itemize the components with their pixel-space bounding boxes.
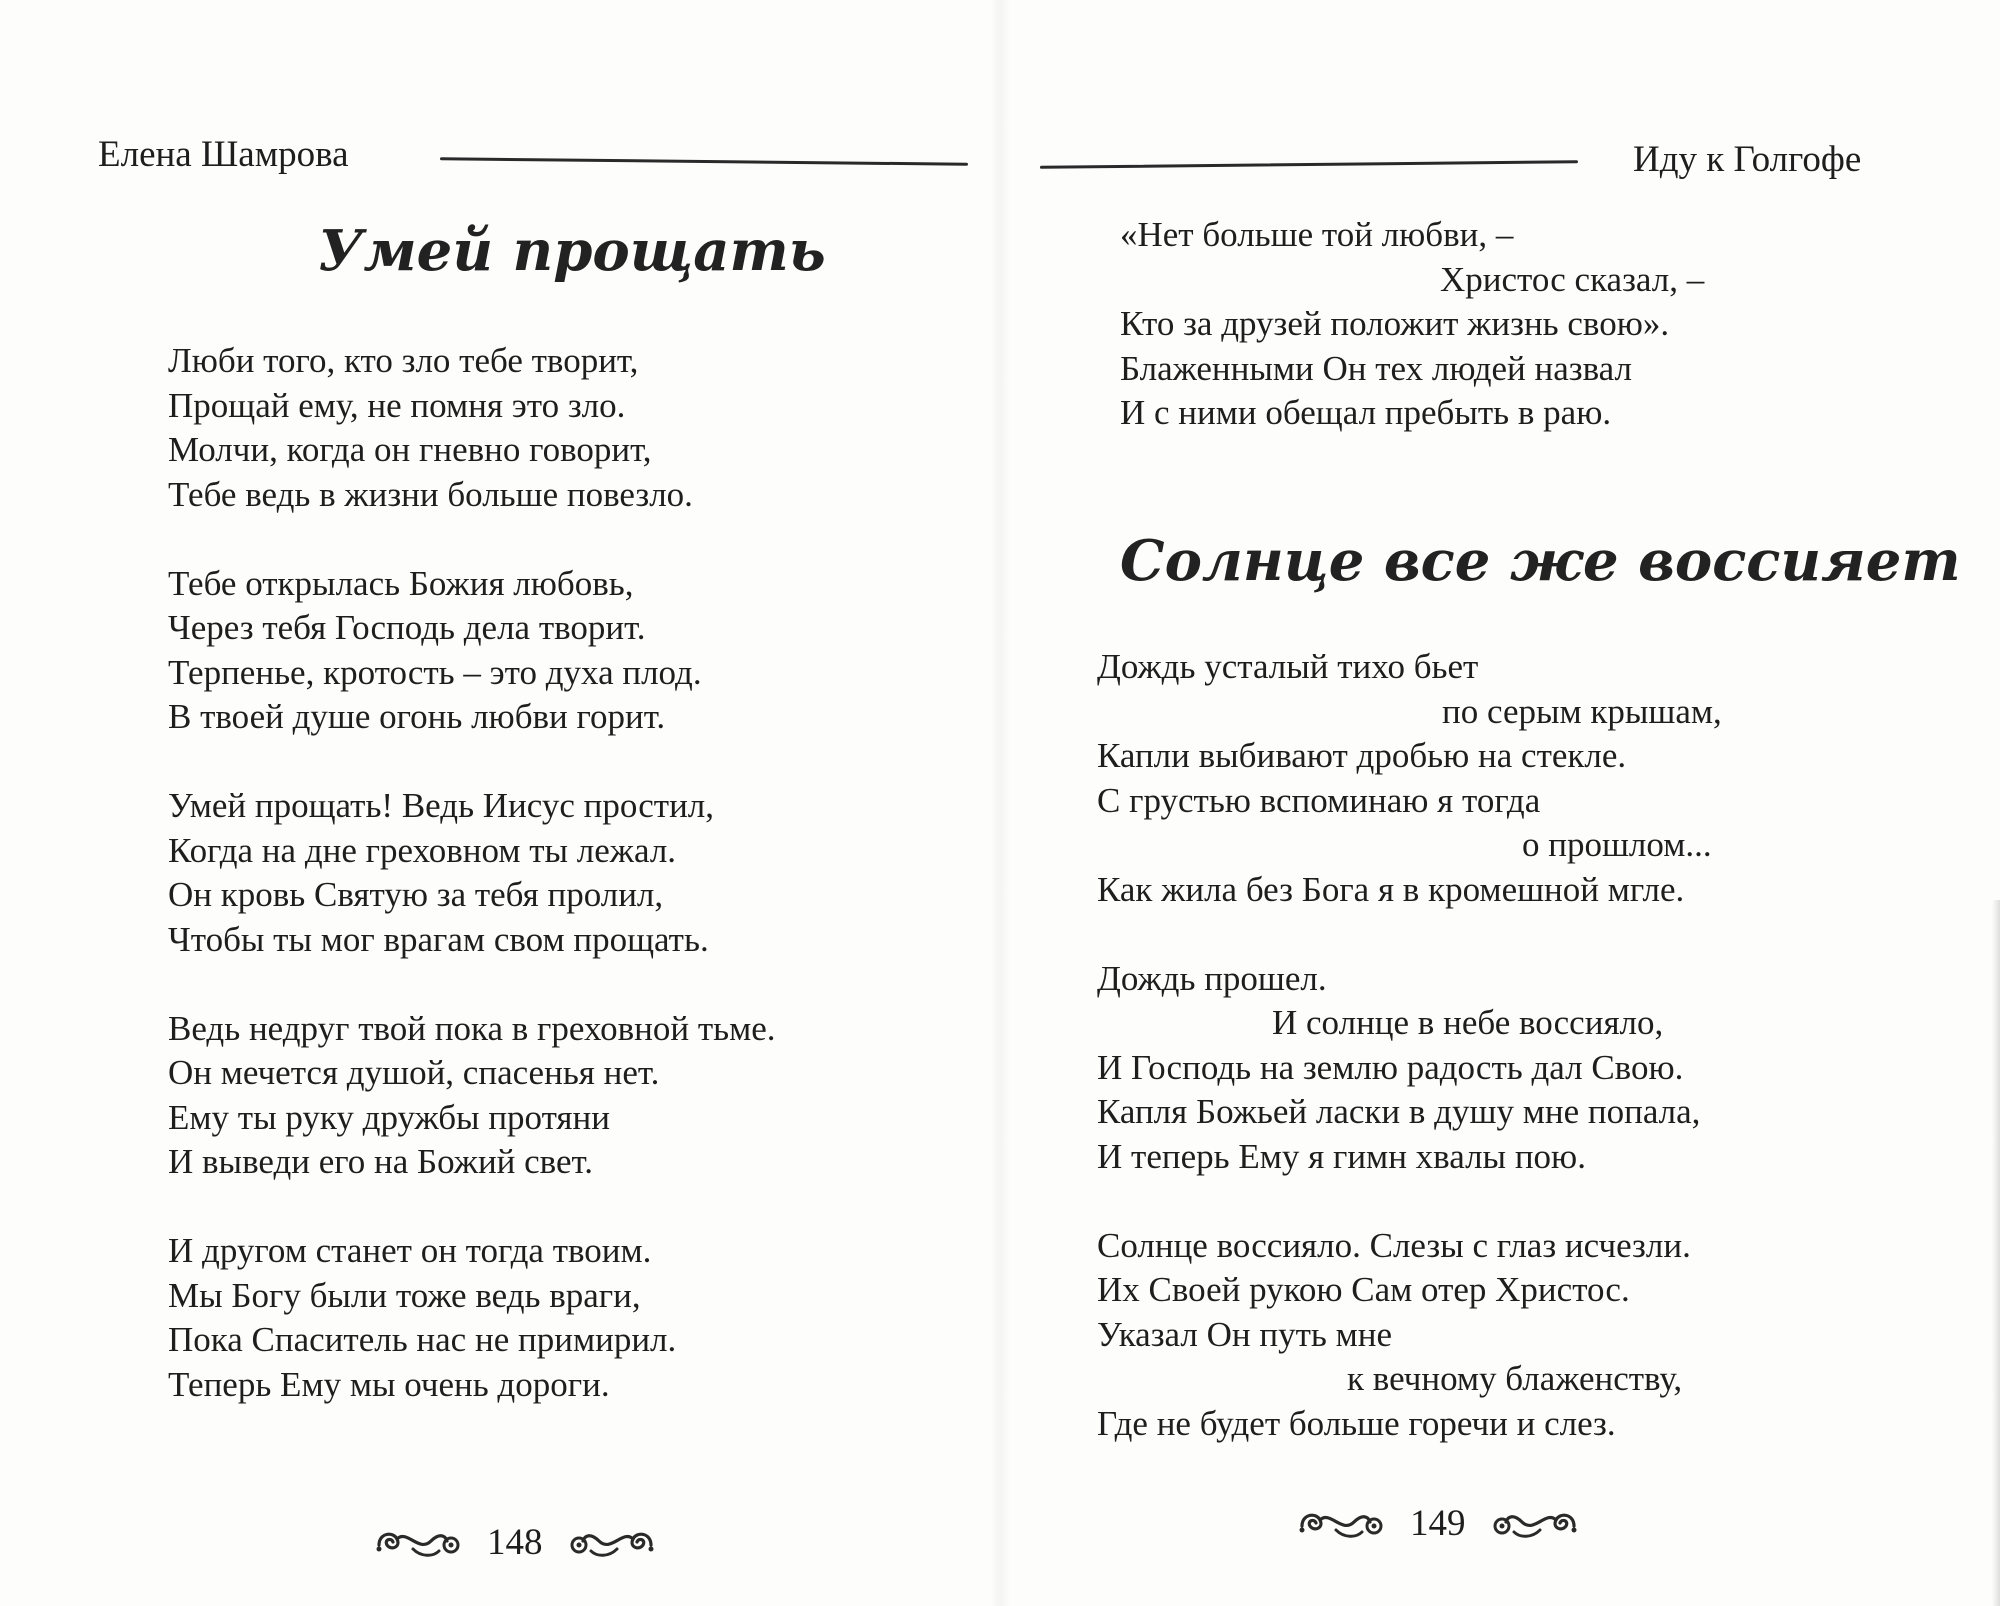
poem-line: С грустью вспоминаю я тогда <box>1097 780 1541 820</box>
stanza <box>1097 645 1722 912</box>
poem-line: Тебе открылась Божия любовь, <box>168 563 634 603</box>
poem-line: Как жила без Бога я в кромешной мгле. <box>1097 869 1685 909</box>
poem-line: Люби того, кто зло тебе творит, <box>168 341 639 380</box>
book-title-running-head: Иду к Голгофе <box>1633 139 1862 180</box>
stanza <box>168 562 776 740</box>
poem-line: Где не будет больше горечи и слез. <box>1097 1403 1616 1443</box>
stanza <box>1097 957 1722 1180</box>
stanza <box>168 784 776 962</box>
poem-line: Блаженными Он тех людей назвал <box>1120 348 1632 388</box>
poem-line: В твоей душе огонь любви горит. <box>168 697 666 736</box>
page-number: 148 <box>487 1522 543 1563</box>
poem-line: Пока Спаситель нас не примирил. <box>168 1320 677 1359</box>
poem-continuation <box>1120 213 1704 436</box>
stanza <box>168 1229 776 1407</box>
author-running-head: Елена Шамрова <box>98 134 349 175</box>
poem-line: И другом станет он тогда твоим. <box>168 1231 652 1270</box>
poem-line: о прошлом... <box>1522 825 1712 864</box>
poem-title: Умей прощать <box>318 218 826 284</box>
poem-line: Дождь усталый тихо бьет <box>1097 647 1479 686</box>
poem-line: по серым крышам, <box>1442 691 1722 731</box>
poem-line: Чтобы ты мог врагам свом прощать. <box>168 919 709 959</box>
poem-line: Дождь прошел. <box>1097 958 1327 998</box>
poem-body <box>1097 645 1722 1446</box>
right-page <box>1000 0 2000 1606</box>
poem-line: Ведь недруг твой пока в греховной тьме. <box>168 1008 776 1048</box>
poem-line: Молчи, когда он гневно говорит, <box>168 430 652 469</box>
poem-line: Теперь Ему мы очень дороги. <box>168 1364 610 1404</box>
poem-line: Указал Он путь мне <box>1097 1314 1393 1354</box>
poem-line: Капля Божьей ласки в душу мне попала, <box>1097 1092 1701 1131</box>
poem-line: «Нет больше той любви, – <box>1120 215 1514 254</box>
poem-line: Солнце воссияло. Слезы с глаз исчезли. <box>1097 1225 1691 1265</box>
scroll-flourish-icon <box>569 1523 657 1563</box>
stanza <box>168 339 776 517</box>
poem-line: Когда на дне греховном ты лежал. <box>168 830 677 870</box>
scroll-flourish-icon <box>1296 1504 1384 1544</box>
poem-line: Он кровь Святую за тебя пролил, <box>168 875 664 914</box>
poem-line: Кто за друзей положит жизнь свою». <box>1120 304 1670 343</box>
poem-line: Их Своей рукою Сам отер Христос. <box>1097 1270 1630 1309</box>
poem-title: Солнце все же воссияет <box>1120 528 1961 594</box>
poem-line: И выведи его на Божий свет. <box>168 1142 593 1181</box>
poem-line: Через тебя Господь дела творит. <box>168 608 646 647</box>
stanza <box>1097 1224 1722 1447</box>
page-number: 149 <box>1410 1503 1466 1544</box>
stanza <box>168 1007 776 1185</box>
poem-line: Мы Богу были тоже ведь враги, <box>168 1275 641 1315</box>
poem-line: Умей прощать! Ведь Иисус простил, <box>168 786 715 825</box>
poem-line: Прощай ему, не помня это зло. <box>168 385 626 425</box>
poem-line: И солнце в небе воссияло, <box>1272 1003 1664 1042</box>
page-footer <box>1296 1502 1580 1545</box>
poem-line: к вечному блаженству, <box>1347 1359 1683 1398</box>
poem-line: Христос сказал, – <box>1440 259 1705 299</box>
poem-line: Он мечется душой, спасенья нет. <box>168 1053 660 1092</box>
scroll-flourish-icon <box>373 1523 461 1563</box>
poem-line: Капли выбивают дробью на стекле. <box>1097 736 1627 775</box>
poem-body <box>168 339 776 1407</box>
poem-line: Терпенье, кротость – это духа плод. <box>168 652 702 692</box>
poem-line: И с ними обещал пребыть в раю. <box>1120 393 1612 432</box>
poem-line: Тебе ведь в жизни больше повезло. <box>168 474 693 514</box>
scroll-flourish-icon <box>1492 1504 1580 1544</box>
poem-line: Ему ты руку дружбы протяни <box>168 1097 610 1137</box>
poem-line: И Господь на землю радость дал Свою. <box>1097 1047 1684 1087</box>
page-footer <box>373 1521 657 1564</box>
poem-line: И теперь Ему я гимн хвалы пою. <box>1097 1136 1586 1176</box>
header-rule <box>440 157 968 166</box>
header-rule <box>1040 160 1578 169</box>
